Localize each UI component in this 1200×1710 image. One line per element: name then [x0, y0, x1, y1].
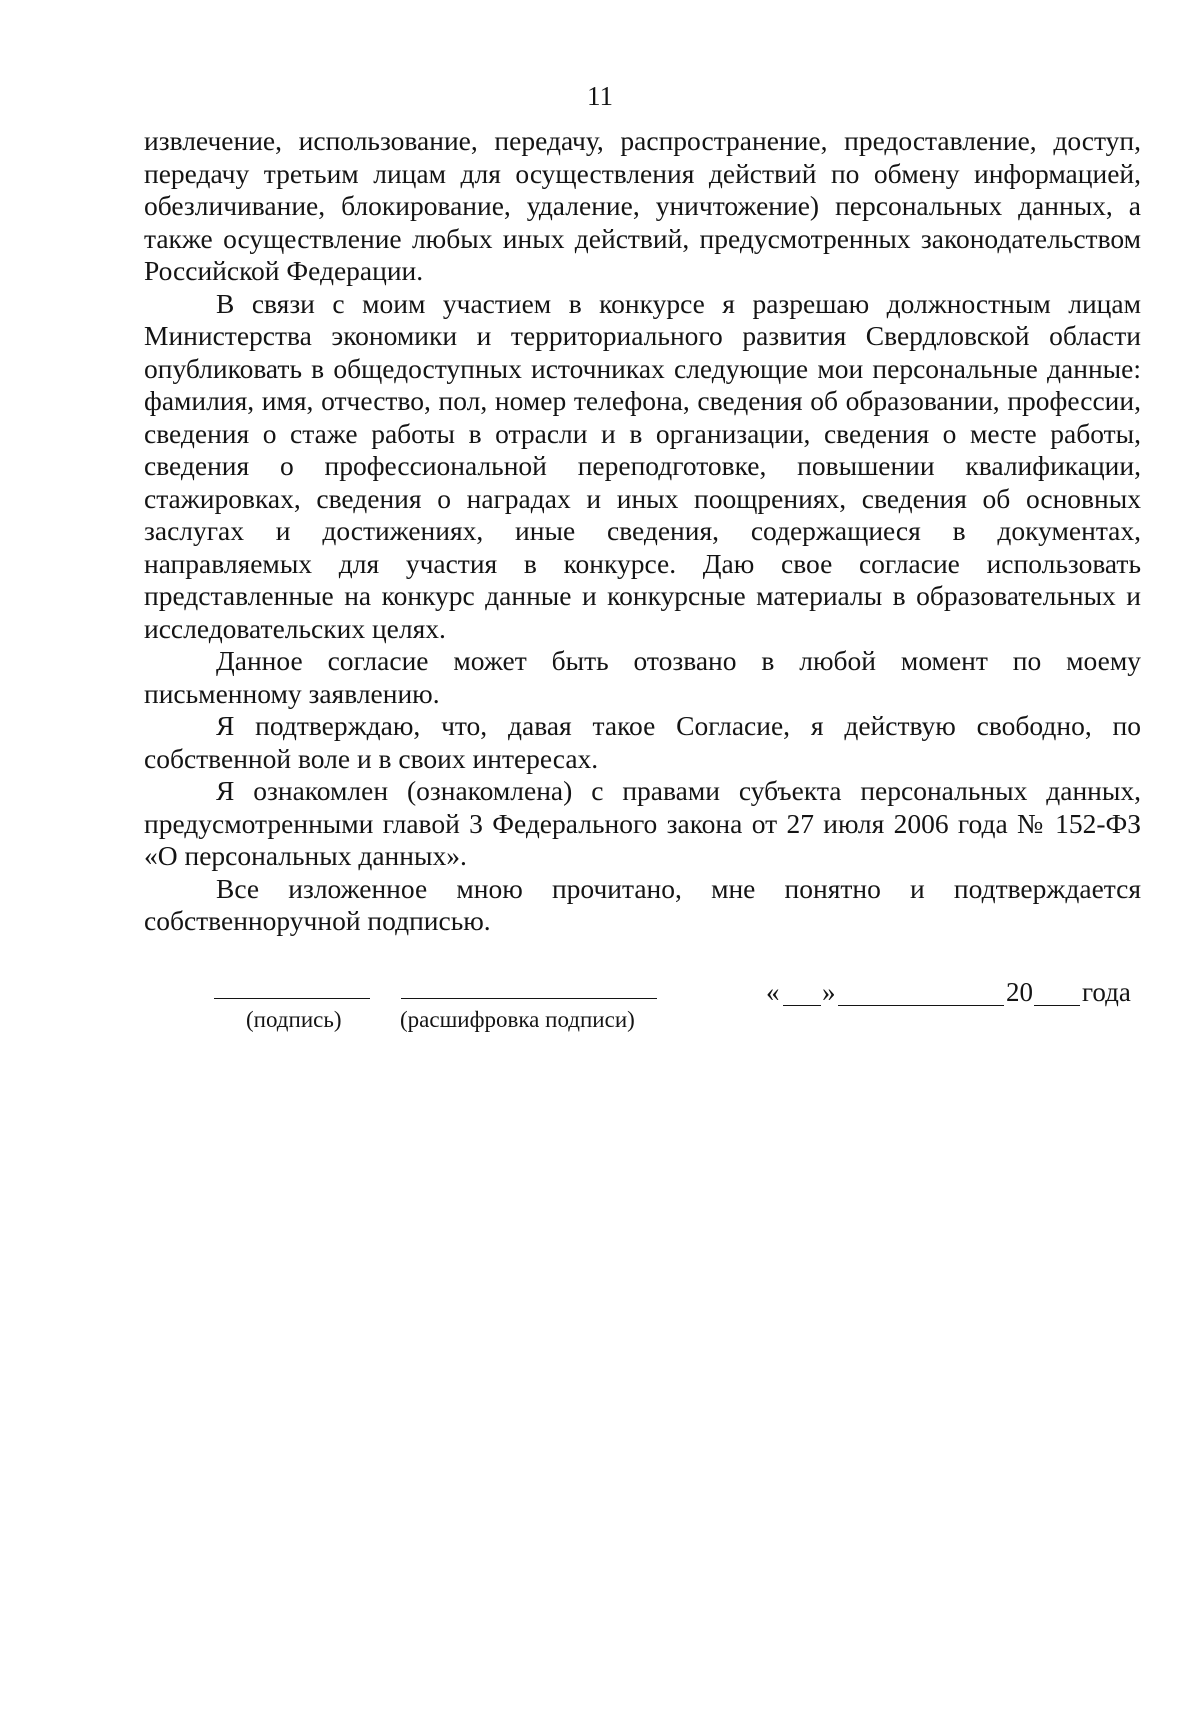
date-open-quote: «: [766, 977, 780, 1007]
paragraph-continuation: извлечение, использование, передачу, распространение, предоставление, доступ, передачу третьим лицам для осуществления действий по обмену информацией, обезличивание, блокирование, удаление, уничтожение) персональных данных, а также осуществление любых иных действий, предусмотренных законодательством Российской Федерации.: [144, 125, 1141, 286]
paragraph-publication-consent: В связи с моим участием в конкурсе я разрешаю должностным лицам Министерства экономики и территориального развития Свердловской области опубликовать в общедоступных источниках следующие мои персональные данные: фамилия, имя, отчество, пол, номер телефона, сведения об образовании, профессии, сведения о стаже работы в отрасли и в организации, сведения о месте работы, сведения о профессиональной переподготовке, повышении квалификации, стажировках, сведения о наградах и иных поощрениях, сведения об основных заслугах и достижениях, иные сведения, содержащиеся в документах, направляемых для участия в конкурсе. Даю свое согласие использовать представленные на конкурс данные и конкурсные материалы в образовательных и исследовательских целях.: [144, 287, 1141, 644]
paragraph-signature-statement: Все изложенное мною прочитано, мне понятно и подтверждается собственноручной подписью.: [144, 872, 1141, 936]
paragraph-confirmation: Я подтверждаю, что, давая такое Согласие, я действую свободно, по собственной воле и в своих интересах.: [144, 710, 1141, 774]
signature-decoding-caption: (расшифровка подписи): [400, 1007, 635, 1032]
year-suffix: года: [1082, 977, 1131, 1007]
page-number: 11: [587, 81, 613, 111]
paragraph-rights-acknowledgement: Я ознакомлен (ознакомлена) с правами субъекта персональных данных, предусмотренными главой 3 Федерального закона от 27 июля 2006 года № 152-ФЗ «О персональных данных».: [144, 775, 1141, 871]
year-blank: [1034, 1005, 1080, 1006]
paragraph-revocation: Данное согласие может быть отозвано в любой момент по моему письменному заявлению.: [144, 645, 1141, 709]
date-line: [766, 976, 1141, 1010]
document-body: [144, 125, 1141, 938]
year-prefix: 20: [1006, 977, 1033, 1007]
signature-decoding-blank: [401, 998, 657, 999]
signature-blank: [214, 998, 370, 999]
date-close-quote: »: [822, 977, 836, 1007]
month-blank: [838, 1005, 1004, 1006]
day-blank: [783, 1005, 821, 1006]
signature-caption: (подпись): [246, 1007, 342, 1032]
